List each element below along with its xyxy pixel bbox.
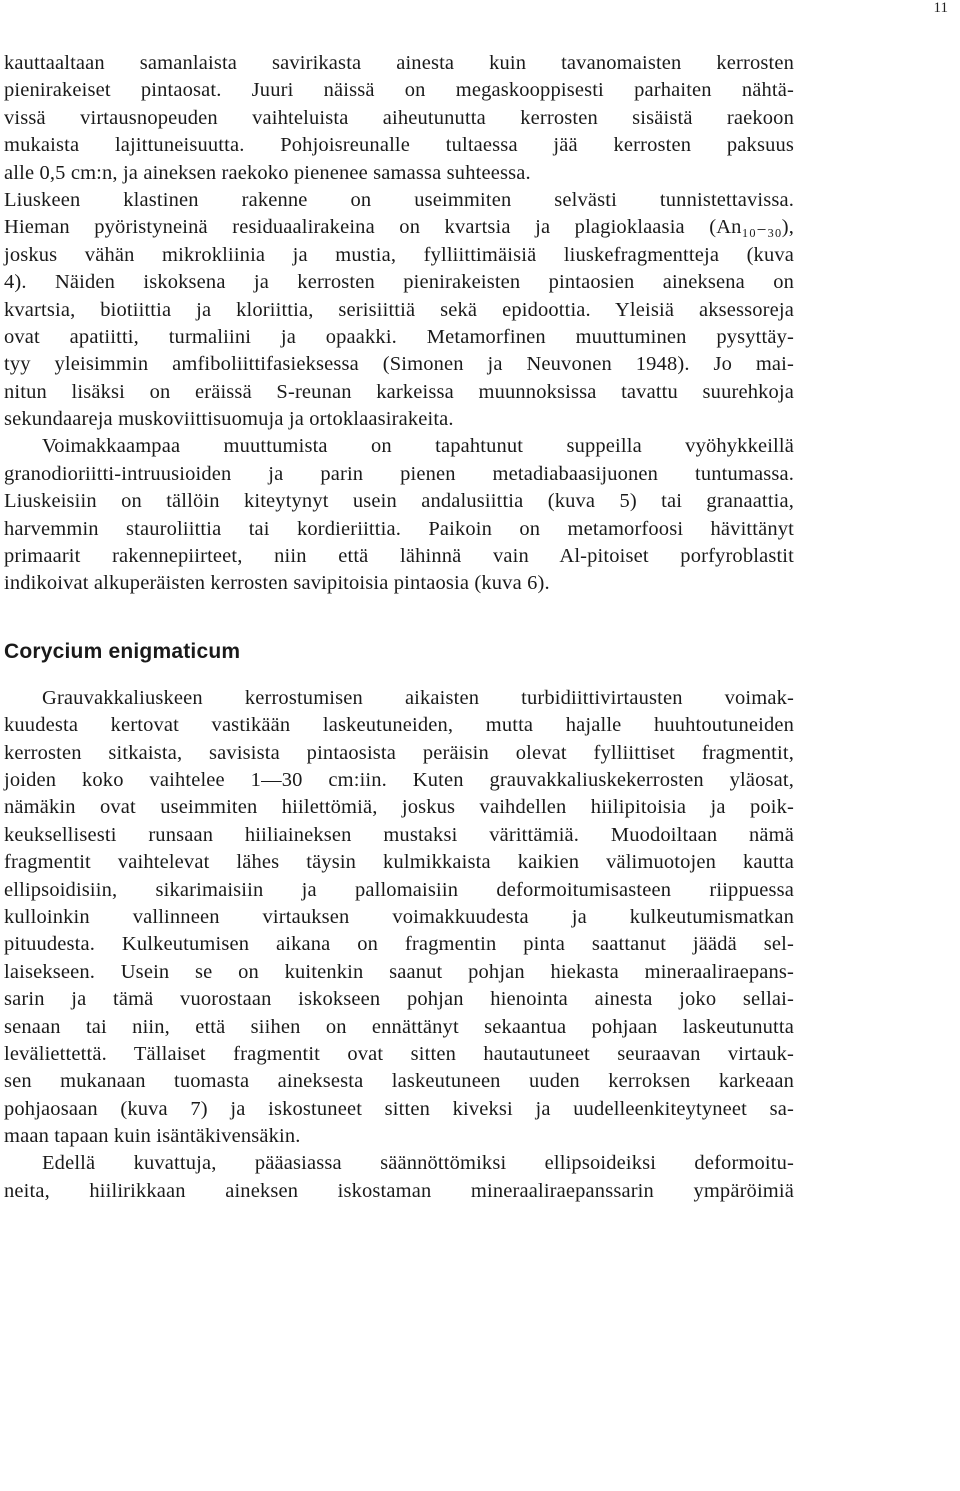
text-line: neita, hiilirikkaan aineksen iskostaman mineraaliraepanssarin ympäröimiä bbox=[4, 1179, 794, 1202]
text-line: ovat apatiitti, turmaliini ja opaakki. Metamorfinen muuttuminen pysyttäy- bbox=[4, 325, 794, 348]
text-line: nämäkin ovat useimmiten hiilettömiä, joskus vaihdellen hiilipitoisia ja poik- bbox=[4, 796, 794, 819]
text-line: pienirakeiset pintaosat. Juuri näissä on megaskooppisesti parhaiten nähtä- bbox=[4, 79, 794, 102]
text-line: senaan tai niin, että siihen on ennättänyt sekaantua pohjaan laskeutunutta bbox=[4, 1015, 794, 1038]
text-line: Liuskeen klastinen rakenne on useimmiten selvästi tunnistettavissa. bbox=[4, 188, 794, 211]
text-line: kvartsia, biotiittia ja kloriittia, serisiittiä sekä epidoottia. Yleisiä aksessoreja bbox=[4, 298, 794, 321]
text-line: alle 0,5 cm:n, ja aineksen raekoko pienenee samassa suhteessa. bbox=[4, 161, 531, 184]
text-line: mukaista lajittuneisuutta. Pohjoisreunalle tultaessa jää kerrosten paksuus bbox=[4, 134, 794, 157]
text-line: granodioriitti-intruusioiden ja parin pienen metadiabaasijuonen tuntumassa. bbox=[4, 462, 794, 485]
section-2-text bbox=[4, 685, 794, 1205]
text-line: keuksellisesti runsaan hiiliaineksen mustaksi värittämiä. Muodoiltaan nämä bbox=[4, 823, 794, 846]
text-line: maan tapaan kuin isäntäkivensäkin. bbox=[4, 1125, 301, 1148]
text-line: nitun lisäksi on eräissä S-reunan karkeissa muunnoksissa tavattu suurehkoja bbox=[4, 380, 794, 403]
page-body bbox=[4, 50, 794, 1205]
text-line: leväliettettä. Tällaiset fragmentit ovat sitten hautautuneet seuraavan virtauk- bbox=[4, 1042, 794, 1065]
text-line: kulloinkin vallinneen virtauksen voimakkuudesta ja kulkeutumismatkan bbox=[4, 905, 794, 928]
section-heading: Corycium enigmaticum bbox=[4, 639, 241, 663]
text-line: indikoivat alkuperäisten kerrosten savipitoisia pintaosia (kuva 6). bbox=[4, 572, 550, 595]
text-line: Edellä kuvattuja, pääasiassa säännöttömiksi ellipsoideiksi deformoitu- bbox=[42, 1152, 794, 1175]
text-line: joskus vähän mikrokliinia ja mustia, fylliittimäisiä liuskefragmentteja (kuva bbox=[4, 243, 794, 266]
text-line: Hieman pyöristyneinä residuaalirakeina on kvartsia ja plagioklaasia (An₁₀₋₃₀), bbox=[4, 216, 794, 239]
text-line: 4). Näiden iskoksena ja kerrosten pienirakeisten pintaosien aineksena on bbox=[4, 271, 794, 294]
text-line: joiden koko vaihtelee 1—30 cm:iin. Kuten grauvakkaliuskekerrosten yläosat, bbox=[4, 768, 794, 791]
text-line: laisekseen. Usein se on kuitenkin saanut pohjan hiekasta mineraaliraepans- bbox=[4, 960, 794, 983]
text-line: fragmentit vaihtelevat lähes täysin kulmikkaista kaikien välimuotojen kautta bbox=[4, 851, 794, 874]
text-line: kauttaaltaan samanlaista savirikasta ainesta kuin tavanomaisten kerrosten bbox=[4, 52, 794, 74]
text-line: vissä virtausnopeuden vaihteluista aiheutunutta kerrosten sisäistä raekoon bbox=[4, 106, 794, 129]
text-line: sekundaareja muskoviittisuomuja ja ortoklaasirakeita. bbox=[4, 408, 454, 431]
text-line: Liuskeisiin on tällöin kiteytynyt usein andalusiittia (kuva 5) tai granaattia, bbox=[4, 490, 794, 513]
text-line: kuudesta kertovat vastikään laskeutuneiden, mutta hajalle huuhtoutuneiden bbox=[4, 714, 794, 737]
text-line: tyy yleisimmin amfiboliittifasieksessa (Simonen ja Neuvonen 1948). Jo mai- bbox=[4, 353, 794, 376]
text-line: pohjaosaan (kuva 7) ja iskostuneet sitten kiveksi ja uudelleenkiteytyneet sa- bbox=[4, 1097, 794, 1120]
text-line: sen mukanaan tuomasta aineksesta laskeutuneen uuden kerroksen karkeaan bbox=[4, 1070, 794, 1093]
text-line: primaarit rakennepiirteet, niin että lähinnä vain Al-pitoiset porfyroblastit bbox=[4, 545, 794, 568]
text-line: harvemmin stauroliittia tai kordieriittia. Paikoin on metamorfoosi hävittänyt bbox=[4, 517, 794, 540]
page-number: 11 bbox=[933, 0, 948, 16]
text-line: Grauvakkaliuskeen kerrostumisen aikaisten turbidiittivirtausten voimak- bbox=[42, 686, 794, 709]
section-1-text bbox=[4, 50, 794, 598]
text-line: Voimakkaampaa muuttumista on tapahtunut suppeilla vyöhykkeillä bbox=[42, 435, 794, 458]
text-line: sarin ja tämä vuorostaan iskokseen pohjan hienointa ainesta joko sellai- bbox=[4, 988, 794, 1011]
text-line: pituudesta. Kulkeutumisen aikana on fragmentin pinta saattanut jäädä sel- bbox=[4, 933, 794, 956]
text-line: ellipsoidisiin, sikarimaisiin ja pallomaisiin deformoitumisasteen riippuessa bbox=[4, 878, 794, 901]
text-line: kerrosten sitkaista, savisista pintaosista peräisin olevat fylliittiset fragmentit, bbox=[4, 741, 794, 764]
